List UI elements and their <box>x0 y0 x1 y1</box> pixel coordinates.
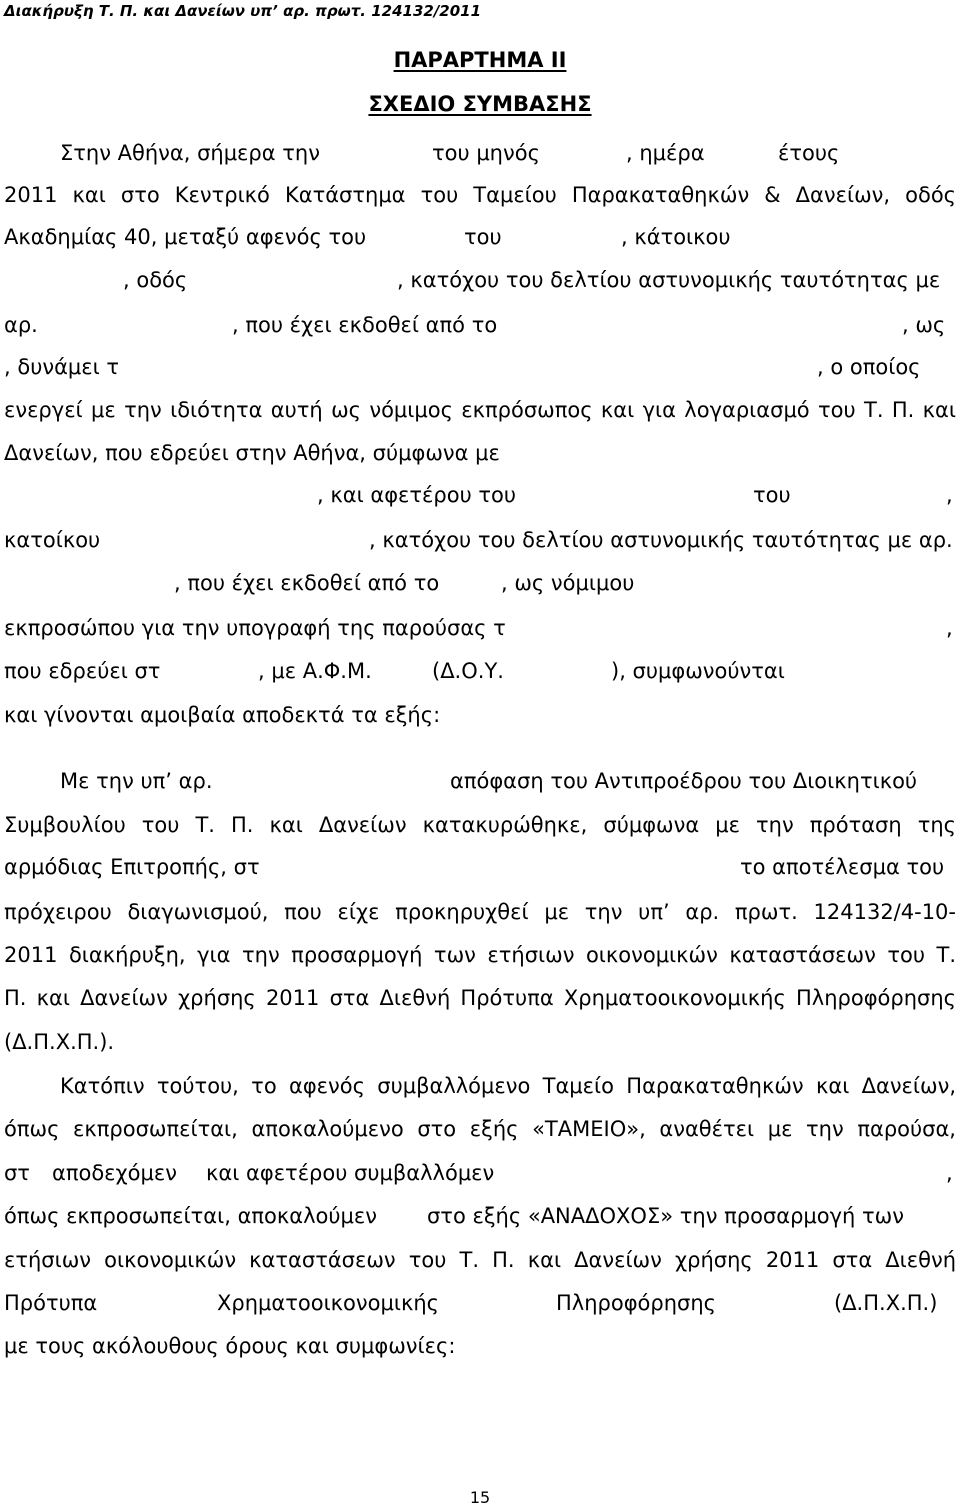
text-line <box>0 568 960 598</box>
text-segment: , που έχει εκδοθεί από το <box>232 313 498 337</box>
text-segment: του <box>464 225 502 249</box>
text-segment: στ <box>4 1161 30 1185</box>
text-segment: , που έχει εκδοθεί από το <box>174 571 440 595</box>
text-segment: όπως εκπροσωπείται, αποκαλούμεν <box>4 1204 377 1228</box>
text-segment: ), συμφωνούνται <box>611 659 785 683</box>
text-segment: αποδεχόμεν <box>52 1161 177 1185</box>
text-line <box>0 1071 960 1101</box>
text-segment: που εδρεύει στ <box>4 659 161 683</box>
text-segment: Με την υπ’ αρ. <box>60 769 213 793</box>
text-line <box>0 852 960 882</box>
text-line <box>0 656 960 686</box>
text-segment: , ως <box>902 313 946 337</box>
text-line <box>0 480 960 510</box>
text-line <box>0 395 960 425</box>
text-segment: , <box>946 616 953 640</box>
text-segment: Χρηματοοικονομικής <box>217 1291 439 1315</box>
text-segment: , οδός <box>123 268 188 292</box>
text-segment: 2011 και στο Κεντρικό Κατάστημα του Ταμείου Παρακαταθηκών & Δανείων, οδός <box>4 183 956 207</box>
text-segment: Στην Αθήνα, σήμερα την <box>60 141 320 165</box>
text-segment: στο εξής «ΑΝΑΔΟΧΟΣ» την προσαρμογή των <box>427 1204 904 1228</box>
text-segment: του μηνός <box>432 141 540 165</box>
text-segment: , ως νόμιμου <box>501 571 635 595</box>
text-line <box>0 265 960 295</box>
text-line <box>0 1331 960 1361</box>
text-segment: Πρότυπα <box>4 1291 98 1315</box>
text-segment: , και αφετέρου του <box>317 483 517 507</box>
text-segment: , κατόχου του δελτίου αστυνομικής ταυτότητας με <box>397 268 941 292</box>
text-segment: , <box>946 1161 953 1185</box>
text-segment: 2011 διακήρυξη, για την προσαρμογή των ετήσιων οικονομικών καταστάσεων του Τ. <box>4 943 956 967</box>
text-segment: , ο οποίος <box>817 355 921 379</box>
text-line <box>0 613 960 643</box>
text-segment: Πληροφόρησης <box>556 1291 716 1315</box>
text-segment: και γίνονται αμοιβαία αποδεκτά τα εξής: <box>4 703 441 727</box>
text-segment: Δανείων, που εδρεύει στην Αθήνα, σύμφωνα με <box>4 441 500 465</box>
text-segment: (Δ.Ο.Υ. <box>432 659 504 683</box>
text-segment: , κατόχου του δελτίου αστυνομικής ταυτότητας με αρ. <box>369 528 953 552</box>
text-line <box>0 810 960 840</box>
text-segment: , ημέρα <box>626 141 705 165</box>
text-line <box>0 1158 960 1188</box>
text-segment: το αποτέλεσμα του <box>740 855 945 879</box>
text-line <box>0 438 960 468</box>
text-segment: ενεργεί με την ιδιότητα αυτή ως νόμιμος εκπρόσωπος και για λογαριασμό του Τ. Π. και <box>4 398 956 422</box>
text-segment: πρόχειρου διαγωνισμού, που είχε προκηρυχθεί με την υπ’ αρ. πρωτ. 124132/4-10- <box>4 900 956 924</box>
page-header: Διακήρυξη Τ. Π. και Δανείων υπ’ αρ. πρωτ. 124132/2011 <box>4 2 482 20</box>
text-segment: έτους <box>778 141 840 165</box>
text-segment: (Δ.Π.Χ.Π.) <box>834 1291 938 1315</box>
text-segment: κατοίκου <box>4 528 101 552</box>
text-segment: εκπροσώπου για την υπογραφή της παρούσας τ <box>4 616 506 640</box>
text-line <box>0 766 960 796</box>
text-line <box>0 700 960 730</box>
text-segment: , κάτοικου <box>621 225 731 249</box>
page-number: 15 <box>469 1488 491 1507</box>
text-segment: όπως εκπροσωπείται, αποκαλούμενο στο εξής «ΤΑΜΕΙΟ», αναθέτει με την παρούσα, <box>4 1117 956 1141</box>
text-segment: (Δ.Π.Χ.Π.). <box>4 1030 115 1054</box>
text-line <box>0 222 960 252</box>
text-segment: με τους ακόλουθους όρους και συμφωνίες: <box>4 1334 456 1358</box>
text-segment: του <box>753 483 791 507</box>
text-line <box>0 525 960 555</box>
text-line <box>0 897 960 927</box>
text-segment: αρ. <box>4 313 38 337</box>
text-line <box>0 310 960 340</box>
text-segment: ετήσιων οικονομικών καταστάσεων του Τ. Π. και Δανείων χρήσης 2011 στα Διεθνή <box>4 1248 956 1272</box>
text-line <box>0 138 960 168</box>
text-line <box>0 352 960 382</box>
text-segment: , με Α.Φ.Μ. <box>258 659 372 683</box>
text-line <box>0 1114 960 1144</box>
text-line <box>0 180 960 210</box>
text-line <box>0 1288 960 1318</box>
text-segment: και αφετέρου συμβαλλόμεν <box>206 1161 495 1185</box>
annex-title: ΠΑΡΑΡΤΗΜΑ ΙΙ <box>393 48 567 72</box>
text-segment: αρμόδιας Επιτροπής, στ <box>4 855 260 879</box>
text-segment: Κατόπιν τούτου, το αφενός συμβαλλόμενο Ταμείο Παρακαταθηκών και Δανείων, <box>60 1074 956 1098</box>
text-segment: απόφαση του Αντιπροέδρου του Διοικητικού <box>450 769 918 793</box>
text-segment: Ακαδημίας 40, μεταξύ αφενός του <box>4 225 367 249</box>
text-segment: Π. και Δανείων χρήσης 2011 στα Διεθνή Πρότυπα Χρηματοοικονομικής Πληροφόρησης <box>4 986 956 1010</box>
text-segment: , δυνάμει τ <box>4 355 120 379</box>
text-line <box>0 940 960 970</box>
text-segment: , <box>946 483 953 507</box>
document-title: ΣΧΕΔΙΟ ΣΥΜΒΑΣΗΣ <box>368 92 592 116</box>
text-segment: Συμβουλίου του Τ. Π. και Δανείων κατακυρώθηκε, σύμφωνα με την πρόταση της <box>4 813 956 837</box>
text-line <box>0 1201 960 1231</box>
text-line <box>0 1245 960 1275</box>
text-line <box>0 983 960 1013</box>
text-line <box>0 1027 960 1057</box>
